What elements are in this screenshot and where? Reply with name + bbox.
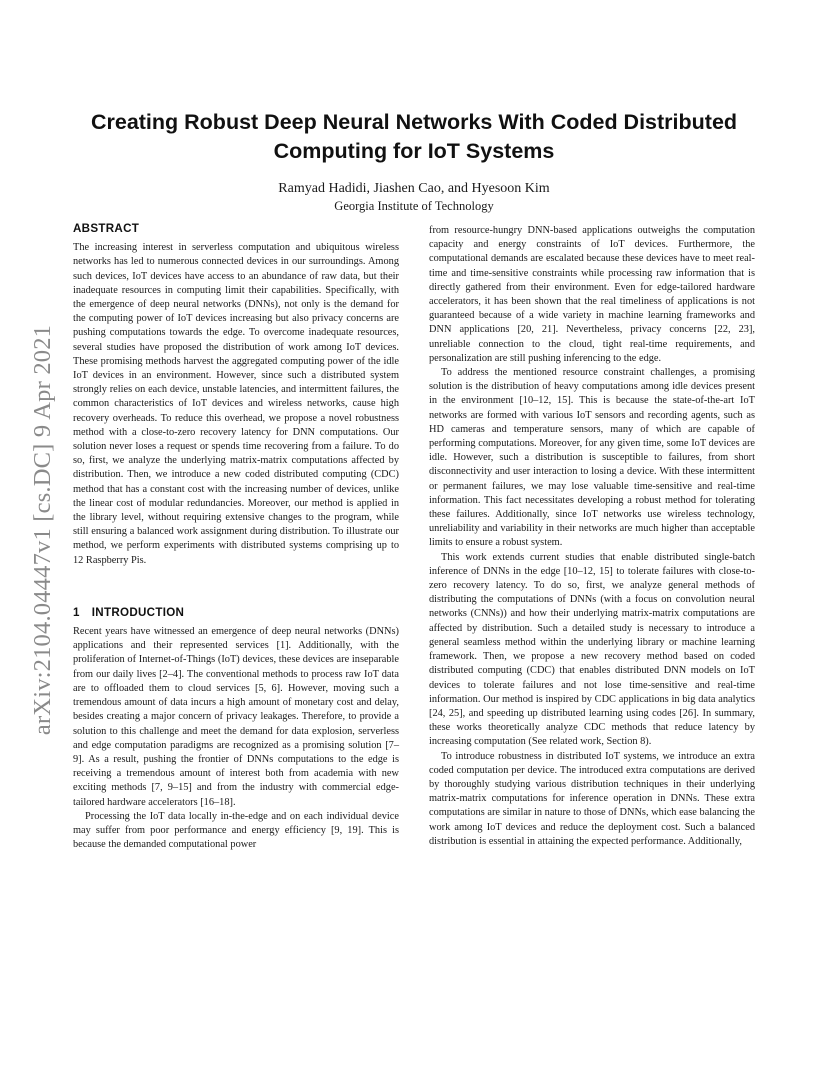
left-column bbox=[73, 222, 399, 852]
right-column bbox=[429, 224, 755, 849]
abstract-text: The increasing interest in serverless computation and ubiquitous wireless networks has led to numerous connected devices in our surroundings. Among such devices, IoT devices have access to an abundance of raw data, but their inadequate resources in computing limit their capabilities. Specifically, with the emergence of deep neural networks (DNNs), not only is the demand for the computing power of IoT devices increasing but also privacy concerns are pushing computations towards the edge. To overcome inadequate resources, several studies have proposed the distribution of work among IoT devices. These promising methods harvest the aggregated computing power of the idle IoT devices in an environment. However, since such a distributed system strongly relies on each device, unstable latencies, and intermittent failures, the common characteristics of IoT devices and wireless networks, cause high recovery overheads. To reduce this overhead, we propose a novel robustness method with a close-to-zero recovery latency for DNN computations. Our solution never loses a request or spends time recovering from a failure. To do so, first, we analyze the underlying matrix-matrix computations affected by distribution. Then, we introduce a new coded distributed computing (CDC) method that has a constant cost with the increasing number of devices, unlike the linear cost of modular redundancies. Moreover, our method is applied in the library level, without requiring extensive changes to the program, while still ensuring a balanced work assignment during distribution. To illustrate our method, we perform experiments with distributed systems comprising up to 12 Raspberry Pis. bbox=[73, 242, 399, 566]
right-paragraph-4: To introduce robustness in distributed IoT systems, we introduce an extra coded computation per device. The introduced extra computations are derived by thoroughly studying various distribution techniques in their underlying matrix-matrix computations for inference operation in DNNs. These extra computations are similar in nature to those of DNNs, which ease balancing the work among IoT devices and reduce the deployment cost. Such a balanced distribution is essential in attaining the expected performance. Additionally, bbox=[429, 750, 755, 847]
arxiv-identifier: arXiv:2104.04447v1 [cs.DC] 9 Apr 2021 bbox=[29, 324, 57, 736]
affiliation: Georgia Institute of Technology bbox=[334, 199, 494, 213]
section-gap bbox=[73, 568, 399, 606]
paper-title: Creating Robust Deep Neural Networks With Coded Distributed Computing for IoT Systems bbox=[90, 110, 738, 163]
right-paragraph-3: This work extends current studies that enable distributed single-batch inference of DNNs in the edge [10–12, 15] to tolerate failures with close-to-zero recovery latency. To do so, first, we analyze general methods of distributing the computations of DNNs (with a focus on convolution neural networks (CNNs)) and how their underlying matrix-matrix computations are affected by distribution. Such a detailed study is necessary to introduce a general seamless method within the underlying library or machine learning framework. Then, we propose a new recovery method based on coded distributed computing (CDC) that enables distributed DNN models on IoT devices to tolerate failures and not lose time-sensitive and real-time information. Our method is inspired by CDC applications in big data analytics [24, 25], and speeding up distributed learning using codes [26]. In summary, these works theoretically analyze CDC methods that reduce latency by increasing computation (See related work, Section 8). bbox=[429, 551, 755, 748]
arxiv-watermark bbox=[23, 290, 63, 770]
section-title: INTRODUCTION bbox=[91, 605, 185, 619]
intro-paragraph-1: Recent years have witnessed an emergence of deep neural networks (DNNs) applications and their represented services [1]. Additionally, with the proliferation of Internet-of-Things (IoT) devices, these devices are inseparable from our daily lives [2–4]. The conventional methods to process raw IoT data are to offloaded them to cloud services [5, 6]. However, moving such a tremendous amount of data incurs a high amount of monetary cost and delay, besides creating a major concern of privacy leakages. Therefore, to provide a solution to this challenge and meet the demand for data explosion, serverless and edge computation paradigms are recognized as a promising solution [7–9]. As a result, pushing the frontier of DNNs computations to the edge is receiving a tremendous amount of interest both from academia with new exciting methods [7, 9–15] and from the industry with commercial edge-tailored hardware accelerators [16–18]. bbox=[73, 626, 399, 808]
abstract-heading: ABSTRACT bbox=[73, 222, 140, 235]
intro-paragraph-2: Processing the IoT data locally in-the-edge and on each individual device may suffer from poor performance and energy efficiency [9, 19]. This is because the demanded computational power bbox=[73, 810, 399, 851]
right-paragraph-1: from resource-hungry DNN-based applications outweighs the computation capacity and energy constraints of IoT devices. Furthermore, the computational demands are escalated because these devices have to meet real-time and time-sensitive constraints while processing raw information that is directly gathered from their environment. Even for edge-tailored hardware accelerators, it has been shown that the real timeliness of applications is not guaranteed because of a wide variety in machine learning frameworks and DNN applications [20, 21]. Nevertheless, privacy concerns [22, 23], unreliable connection to the cloud, tight real-time requirements, and personalization are still pushing inferencing to the edge. bbox=[429, 225, 755, 364]
section-number: 1 bbox=[73, 605, 80, 619]
right-paragraph-2: To address the mentioned resource constraint challenges, a promising solution is the distribution of heavy computations among idle devices present in the environment [10–12, 15]. This is because the state-of-the-art IoT networks are formed with various IoT sensors and recording agents, such as HD cameras and temperature sensors, many of which are capable of performing computations. Moreover, for any given time, some IoT devices are idle. However, such a distribution is susceptible to failures, from short disconnectivity and user interaction to losing a device. With these intermittent or permanent failures, we may lose valuable time-sensitive and real-time information. This fact necessitates developing a robust method for tolerating these failures. Additionally, since IoT networks use wireless technology, unreliability and variability in their networks are much higher than acceptable limits to ensure a robust system. bbox=[429, 367, 755, 549]
introduction-heading bbox=[73, 606, 399, 620]
author-list: Ramyad Hadidi, Jiashen Cao, and Hyesoon Kim bbox=[278, 181, 550, 196]
